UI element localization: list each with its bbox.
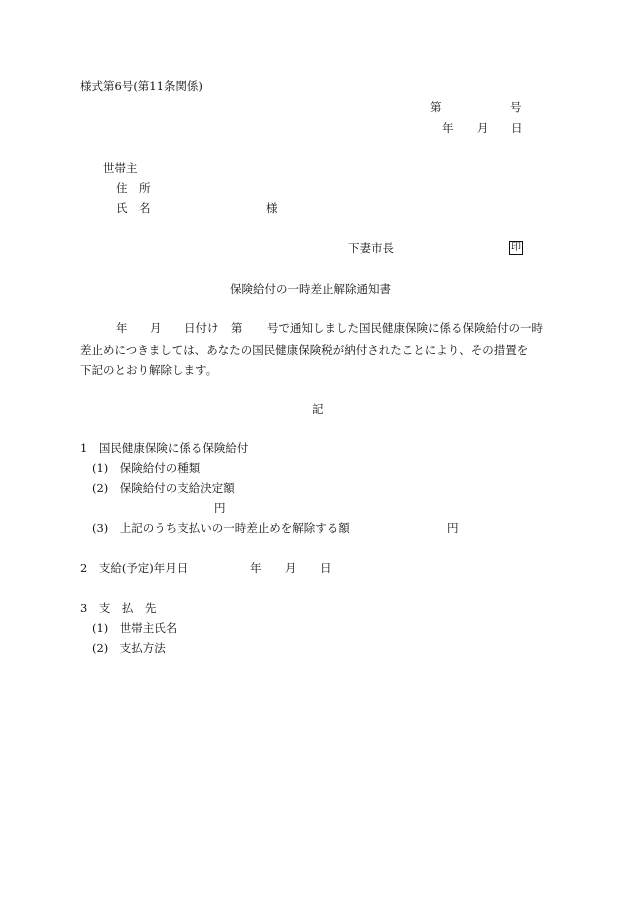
body-date-suffix: 日付け	[184, 321, 219, 335]
item1-sub2-unit: 円	[214, 501, 226, 515]
body-line2: 差止めにつきましては、あなたの国民健康保険税が納付されたことにより、その措置を	[80, 343, 529, 357]
seal-mark: 印	[511, 242, 521, 253]
item2-month-label: 月	[285, 561, 297, 575]
recipient-address-label: 住 所	[116, 181, 151, 195]
item3-heading: 3 支 払 先	[80, 601, 157, 615]
date-day-label: 日	[511, 121, 523, 135]
document-number-prefix: 第	[430, 100, 442, 114]
recipient-head-label: 世帯主	[103, 161, 138, 175]
item2-day-label: 日	[320, 561, 332, 575]
date-month-label: 月	[477, 121, 489, 135]
ki-note-marker: 記	[312, 402, 324, 416]
item3-sub2: (2) 支払方法	[92, 641, 166, 655]
recipient-honorific: 様	[266, 201, 278, 215]
document-number-suffix: 号	[510, 100, 522, 114]
issuer-name: 下妻市長	[348, 241, 394, 255]
item1-sub3-unit: 円	[447, 521, 459, 535]
document-title: 保険給付の一時差止解除通知書	[230, 282, 391, 296]
form-number-label: 様式第6号(第11条関係)	[80, 79, 203, 93]
item1-heading: 1 国民健康保険に係る保険給付	[80, 441, 249, 455]
date-year-label: 年	[442, 121, 454, 135]
item1-sub1: (1) 保険給付の種類	[92, 461, 201, 475]
body-number-prefix: 第	[231, 321, 243, 335]
item2-year-label: 年	[250, 561, 262, 575]
item1-sub3: (3) 上記のうち支払いの一時差止めを解除する額	[92, 521, 350, 535]
item2-heading: 2 支給(予定)年月日	[80, 561, 189, 575]
body-month-label: 月	[150, 321, 162, 335]
item1-sub2: (2) 保険給付の支給決定額	[92, 481, 235, 495]
item3-sub1: (1) 世帯主氏名	[92, 621, 178, 635]
recipient-name-label: 氏 名	[116, 201, 151, 215]
body-line3: 下記のとおり解除します。	[80, 363, 218, 377]
body-line1-rest: 号で通知しました国民健康保険に係る保険給付の一時	[267, 321, 543, 335]
body-year-label: 年	[116, 321, 128, 335]
